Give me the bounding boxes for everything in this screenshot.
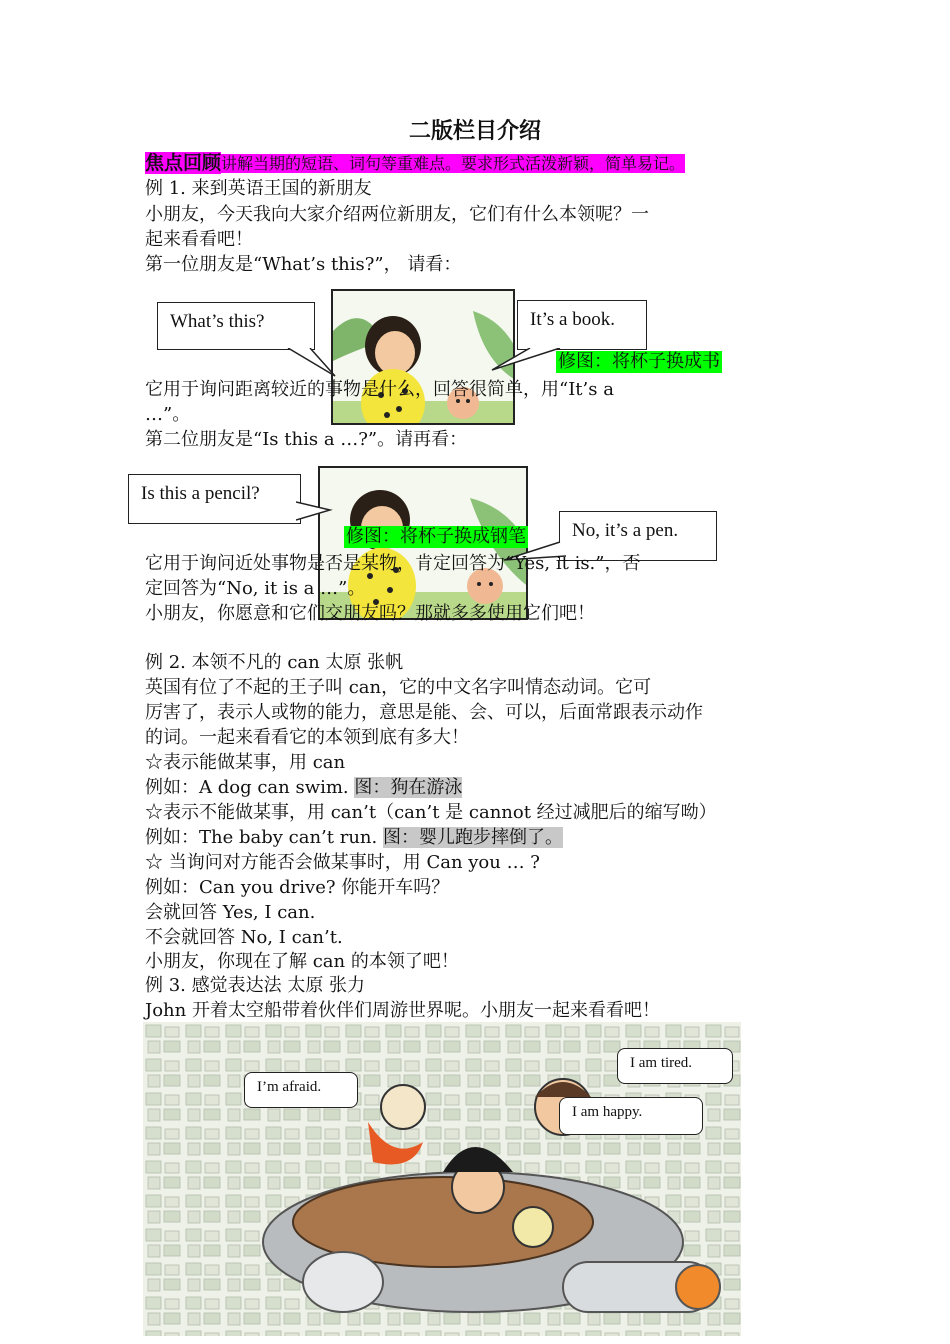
- speech-bubble-tired: I am tired.: [617, 1048, 733, 1084]
- ex2-e2-note: 图：婴儿跑步摔倒了。: [382, 827, 563, 848]
- speech-bubble-is-this-a-pencil: Is this a pencil?: [128, 474, 301, 524]
- ex2-e1-note: 图：狗在游泳: [354, 777, 463, 798]
- ex2-s3: ☆ 当询问对方能否会做某事时，用 Can you … ?: [145, 852, 540, 873]
- ex1-heading: 例 1. 来到英语王国的新朋友: [145, 178, 372, 199]
- ex2-s2: ☆表示不能做某事，用 can’t（can’t 是 cannot 经过减肥后的缩写呦）: [145, 802, 717, 823]
- ex1-p3b: …”。: [145, 404, 191, 425]
- speech-bubble-afraid: I’m afraid.: [244, 1072, 358, 1108]
- ex1-p1a: 小朋友，今天我向大家介绍两位新朋友，它们有什么本领呢？一: [145, 204, 649, 225]
- ex1-p6: 小朋友，你愿意和它们交朋友吗？那就多多使用它们吧！: [145, 603, 595, 624]
- ex3-p1: John 开着太空船带着伙伴们周游世界呢。小朋友一起来看看吧！: [145, 1000, 660, 1021]
- ex2-example-2: [145, 826, 563, 850]
- edit-note-pen: 修图：将杯子换成钢笔: [346, 526, 526, 547]
- ex2-p1a: 英国有位了不起的王子叫 can，它的中文名字叫情态动词。它可: [145, 677, 652, 698]
- speech-bubble-happy: I am happy.: [559, 1097, 703, 1135]
- ex2-example-1: [145, 776, 462, 800]
- ex2-p1c: 的词。一起来看看它的本领到底有多大！: [145, 727, 469, 748]
- ex2-yes: 会就回答 Yes, I can.: [145, 902, 316, 923]
- ex1-p3a: 它用于询问距离较近的事物是什么，回答很简单，用“It’s a: [145, 379, 614, 400]
- ex1-p2: 第一位朋友是“What’s this?”， 请看：: [145, 254, 462, 275]
- focus-desc: 讲解当期的短语、词句等重难点。要求形式活泼新颖，简单易记。: [221, 154, 686, 173]
- comic-panel-1: [331, 289, 515, 425]
- ex2-e2-text: 例如：The baby can’t run.: [145, 827, 383, 848]
- ex2-e3: 例如：Can you drive? 你能开车吗？: [145, 877, 450, 898]
- focus-line: [145, 151, 685, 176]
- ex1-p5a: 它用于询问近处事物是否是某物，肯定回答为“Yes, it is.”，否: [145, 553, 641, 574]
- bubble-tail-1: [280, 348, 340, 380]
- comic-illustration-1: [333, 291, 515, 425]
- ex1-p1b: 起来看看吧！: [145, 229, 253, 250]
- edit-note-book: 修图：将杯子换成书: [558, 351, 720, 372]
- speech-bubble-no-its-a-pen: No, it’s a pen.: [559, 511, 717, 561]
- ex1-p5b: 定回答为“No, it is a …”。: [145, 578, 366, 599]
- speech-bubble-whats-this: What’s this?: [157, 302, 315, 350]
- ex2-s1: ☆表示能做某事，用 can: [145, 752, 346, 773]
- ex2-heading: 例 2. 本领不凡的 can 太原 张帆: [145, 652, 404, 673]
- ex3-heading: 例 3. 感觉表达法 太原 张力: [145, 975, 366, 996]
- focus-tag: 焦点回顾: [145, 152, 222, 174]
- ex1-p4: 第二位朋友是“Is this a …?”。请再看：: [145, 429, 468, 450]
- ex2-e1-text: 例如：A dog can swim.: [145, 777, 355, 798]
- page-title: 二版栏目介绍: [408, 118, 541, 144]
- ex2-no: 不会就回答 No, I can’t.: [145, 927, 343, 948]
- ex2-p1b: 厉害了，表示人或物的能力，意思是能、会、可以，后面常跟表示动作: [145, 702, 703, 723]
- ex2-end: 小朋友，你现在了解 can 的本领了吧！: [145, 951, 459, 972]
- speech-bubble-its-a-book: It’s a book.: [517, 300, 647, 350]
- bubble-tail-3: [296, 500, 336, 522]
